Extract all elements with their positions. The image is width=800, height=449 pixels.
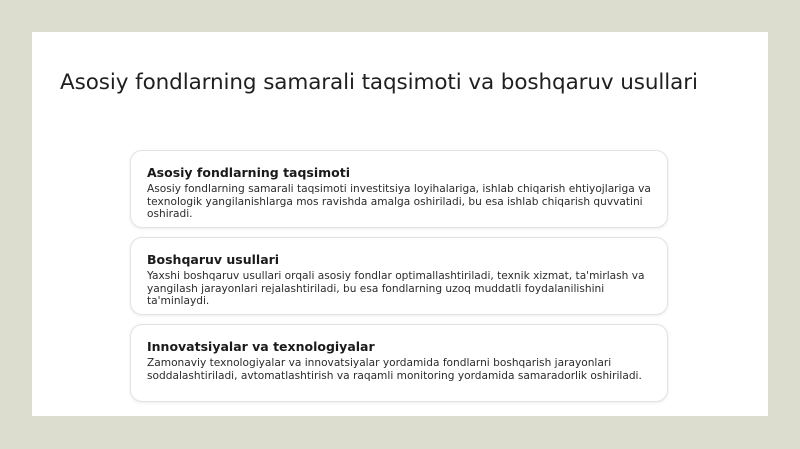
card-text: Yaxshi boshqaruv usullari orqali asosiy fondlar optimallashtiriladi, texnik xizmat, ta'mirlash va yangilash jarayonlari rejalashtiriladi, bu esa fondlarning uzoq muddatli foydalanilishini ta'minlaydi. [147,270,645,307]
card-text: Asosiy fondlarning samarali taqsimoti investitsiya loyihalariga, ishlab chiqarish ehtiyojlariga va texnologik yangilanishlarga mos ravishda amalga oshiriladi, bu esa ishlab chiqarish quvvatini oshiradi. [147,183,651,220]
slide-title: Asosiy fondlarning samarali taqsimoti va boshqaruv usullari [60,70,698,95]
card-management-methods [130,237,668,315]
card-title: Innovatsiyalar va texnologiyalar [147,339,375,354]
card-title: Boshqaruv usullari [147,252,280,267]
card-text: Zamonaviy texnologiyalar va innovatsiyalar yordamida fondlarni boshqarish jarayonlari soddalashtiriladi, avtomatlashtirish va raqamli monitoring yordamida samaradorlik oshiriladi. [147,357,642,382]
slide [32,32,768,416]
card-asset-distribution [130,150,668,228]
card-title: Asosiy fondlarning taqsimoti [147,165,351,180]
card-innovations-technologies [130,324,668,402]
